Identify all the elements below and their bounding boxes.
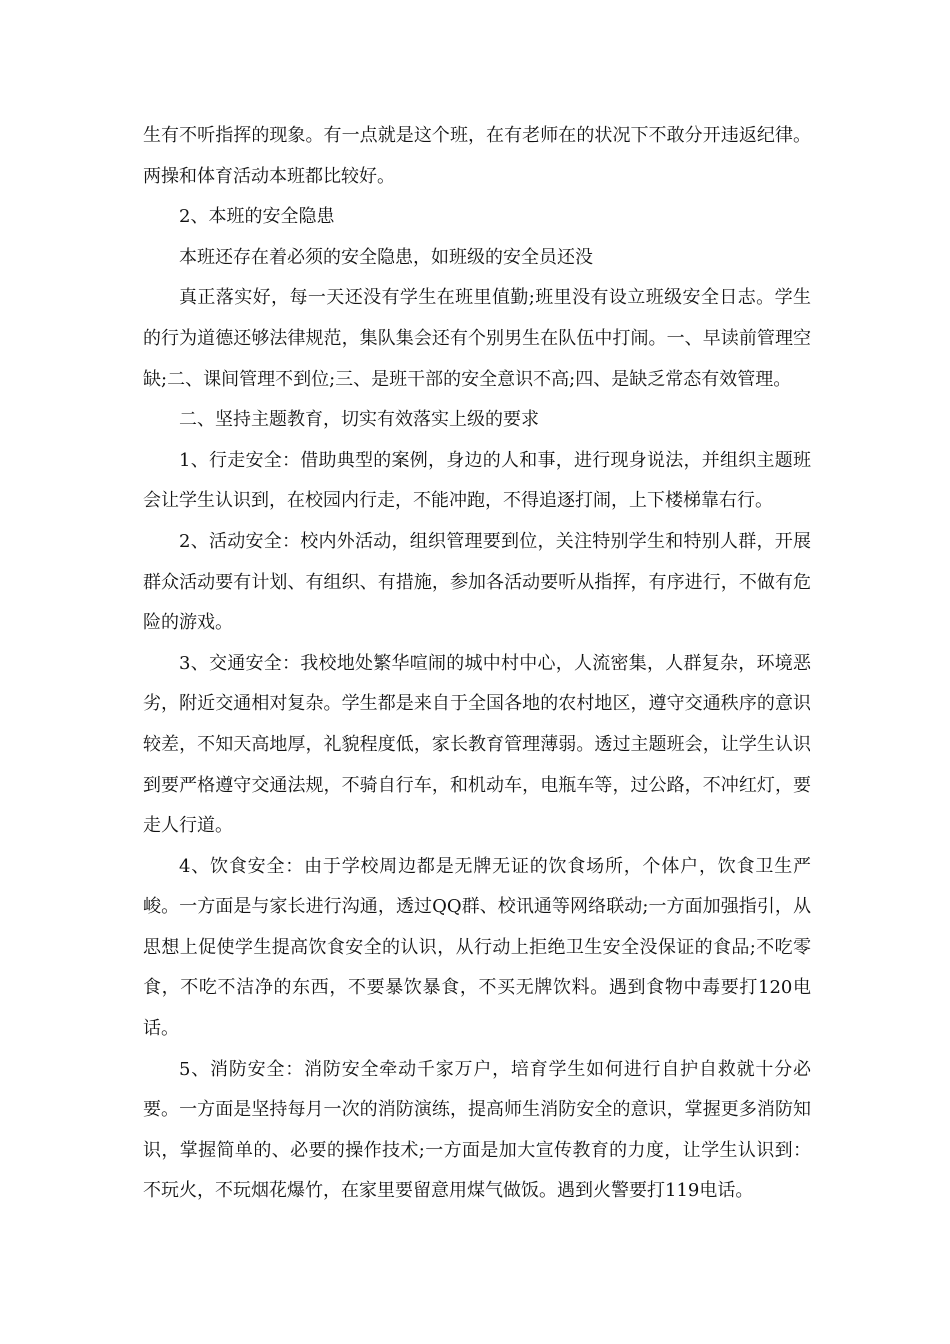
paragraph-heading-theme-education: 二、坚持主题教育，切实有效落实上级的要求 — [179, 409, 539, 431]
paragraph-fire-safety: 5、消防安全：消防安全牵动千家万户，培育学生如何进行自护自救就十分必要。一方面是坚持每月一次的消防演练，提高师生消防安全的意识，掌握更多消防知识，掌握简单的、必要的操作技术;一方面是加大宣传教育的力度，让学生认识到：不玩火，不玩烟花爆竹，在家里要留意用煤气做饭。遇到火警要打119电话。 — [143, 1058, 811, 1202]
paragraph-activity-safety: 2、活动安全：校内外活动，组织管理要到位，关注特别学生和特别人群，开展群众活动要有计划、有组织、有措施，参加各活动要听从指挥，有序进行，不做有危险的游戏。 — [143, 530, 811, 634]
paragraph-traffic-safety: 3、交通安全：我校地处繁华喧闹的城中村中心，人流密集，人群复杂，环境恶劣，附近交通相对复杂。学生都是来自于全国各地的农村地区，遵守交通秩序的意识较差，不知天高地厚，礼貌程度低，家长教育管理薄弱。透过主题班会，让学生认识到要严格遵守交通法规，不骑自行车，和机动车，电瓶车等，过公路，不冲红灯，要走人行道。 — [143, 652, 811, 837]
paragraph-food-safety: 4、饮食安全：由于学校周边都是无牌无证的饮食场所，个体户，饮食卫生严峻。一方面是与家长进行沟通，透过QQ群、校讯通等网络联动;一方面加强指引，从思想上促使学生提高饮食安全的认识，从行动上拒绝卫生安全没保证的食品;不吃零食，不吃不洁净的东西，不要暴饮暴食，不买无牌饮料。遇到食物中毒要打120电话。 — [143, 855, 811, 1040]
paragraph-walking-safety: 1、行走安全：借助典型的案例，身边的人和事，进行现身说法，并组织主题班会让学生认识到，在校园内行走，不能冲跑，不得追逐打闹，上下楼梯靠右行。 — [143, 449, 811, 512]
paragraph: 本班还存在着必须的安全隐患，如班级的安全员还没 — [179, 246, 593, 268]
paragraph: 真正落实好，每一天还没有学生在班里值勤;班里没有设立班级安全日志。学生的行为道德还够法律规范，集队集会还有个别男生在队伍中打闹。一、早读前管理空缺;二、课间管理不到位;三、是班干部的安全意识不高;四、是缺乏常态有效管理。 — [143, 287, 811, 390]
document-body — [143, 116, 811, 1212]
paragraph-continuation: 生有不听指挥的现象。有一点就是这个班，在有老师在的状况下不敢分开违返纪律。两操和体育活动本班都比较好。 — [143, 125, 811, 187]
paragraph-heading-hazards: 2、本班的安全隐患 — [179, 206, 335, 228]
